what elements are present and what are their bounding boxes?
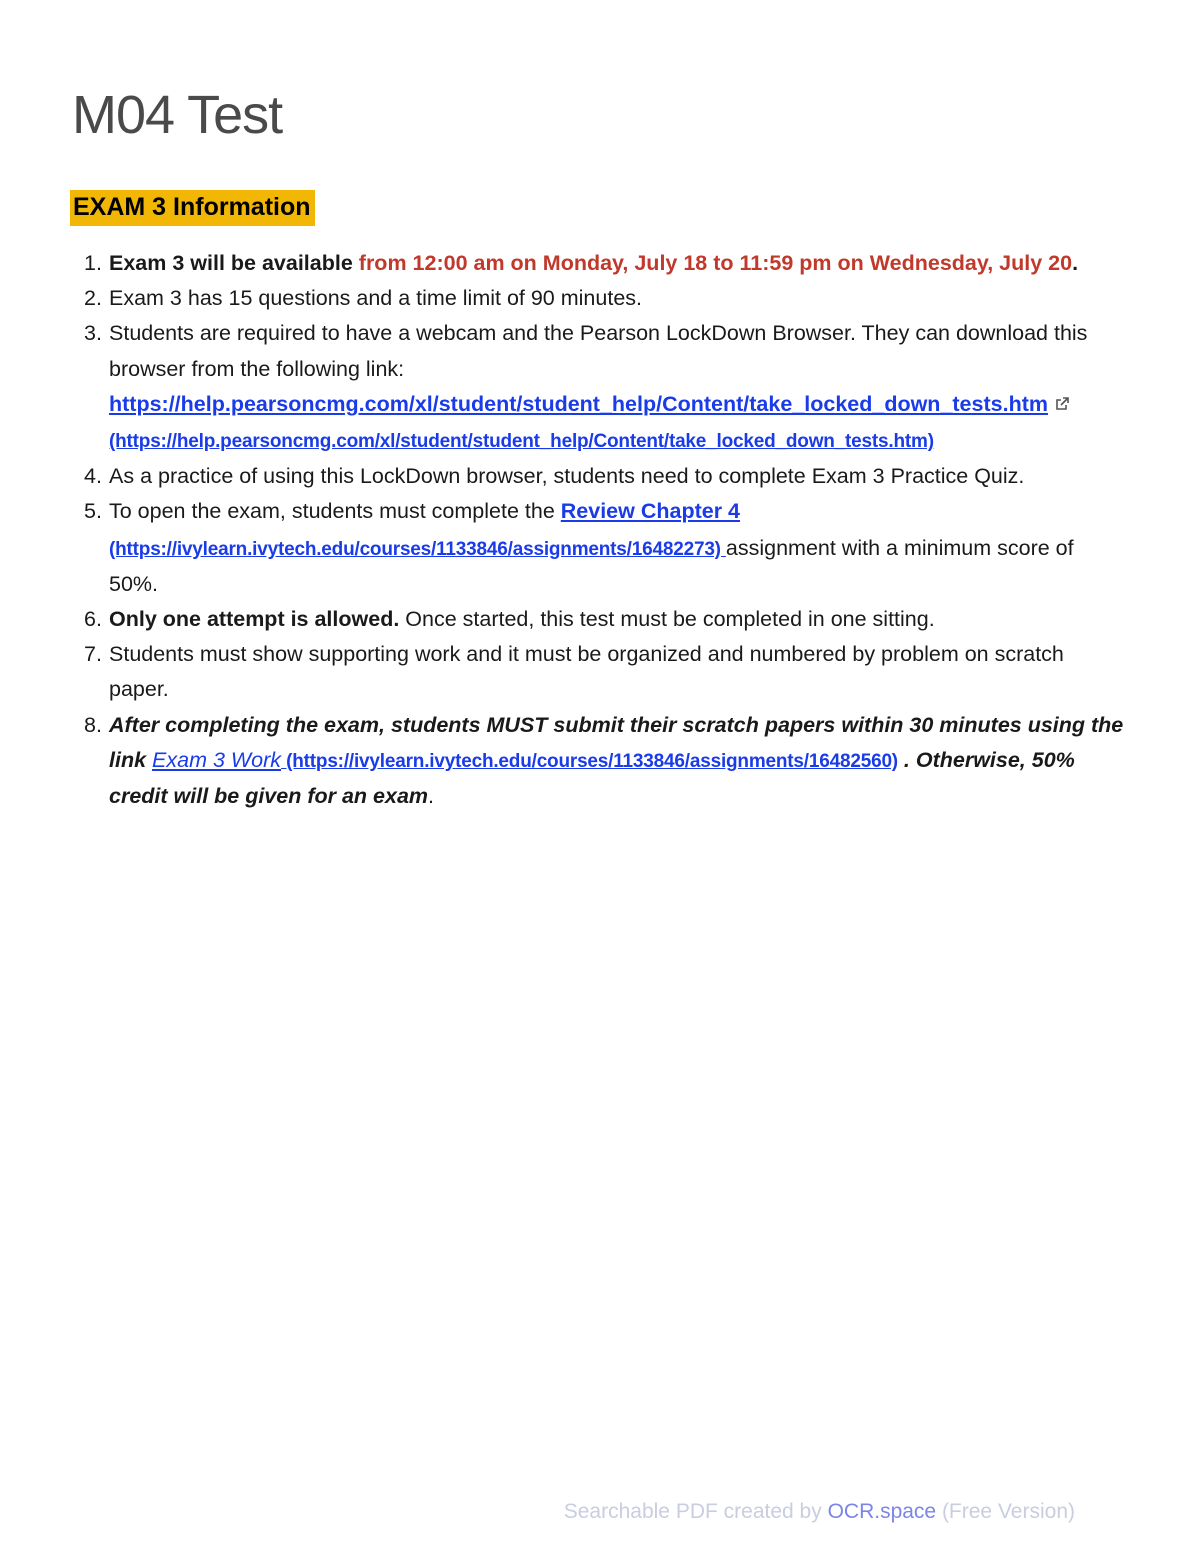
submission-instruction: After completing the exam, students MUST submit their scratch papers within 30 minutes using the link: [109, 712, 1124, 772]
review-chapter-4-link[interactable]: Review Chapter 4: [560, 499, 740, 524]
attempt-notice: Only one attempt is allowed.: [109, 607, 400, 632]
exam-info-list: [70, 246, 1125, 814]
ocr-watermark: [564, 1500, 1075, 1524]
item-text: As a practice of using this LockDown browser, students need to complete Exam 3 Practice Quiz.: [109, 464, 1025, 489]
lockdown-browser-link[interactable]: https://help.pearsoncmg.com/xl/student/student_help/Content/take_locked_down_tests.htm: [109, 391, 1048, 416]
list-item: [70, 246, 1125, 281]
credit-warning: . Otherwise, 50% credit will be given for an exam: [109, 747, 1075, 809]
exam-3-work-url[interactable]: (https://ivylearn.ivytech.edu/courses/1133846/assignments/16482560): [281, 750, 898, 772]
review-chapter-4-url[interactable]: (https://ivylearn.ivytech.edu/courses/1133846/assignments/16482273): [109, 538, 726, 560]
item-text: To open the exam, students must complete the: [109, 499, 561, 524]
availability-dates: from 12:00 am on Monday, July 18 to 11:59 pm on Wednesday, July 20: [358, 251, 1073, 275]
list-number: 3.: [84, 321, 102, 346]
list-item: [70, 494, 1125, 602]
availability-label: Exam 3 will be available: [109, 251, 359, 275]
list-item: [70, 281, 1125, 316]
external-link-icon[interactable]: [1054, 388, 1074, 423]
watermark-brand: OCR.space: [827, 1500, 937, 1523]
list-number: 1.: [84, 251, 102, 275]
item-text: Exam 3 has 15 questions and a time limit of 90 minutes.: [109, 286, 642, 311]
list-item: [70, 316, 1125, 459]
list-number: 4.: [84, 464, 102, 489]
list-item: [70, 637, 1125, 707]
list-item: [70, 459, 1125, 494]
page-title: M04 Test: [72, 85, 283, 145]
item-text: Once started, this test must be completed in one sitting.: [399, 607, 935, 632]
punctuation: .: [1072, 251, 1079, 275]
item-text: assignment with a minimum score of 50%.: [109, 535, 1074, 596]
punctuation: .: [428, 784, 434, 809]
list-number: 5.: [84, 499, 102, 524]
item-text: Students are required to have a webcam and the Pearson LockDown Browser. They can download this browser from the following link:: [109, 321, 1088, 381]
watermark-suffix: (Free Version): [936, 1500, 1075, 1523]
list-number: 7.: [84, 642, 102, 667]
section-heading: EXAM 3 Information: [70, 190, 315, 226]
list-number: 2.: [84, 286, 102, 311]
exam-3-work-link[interactable]: Exam 3 Work: [152, 747, 282, 772]
item-text: Students must show supporting work and it must be organized and numbered by problem on scratch paper.: [109, 642, 1064, 702]
lockdown-browser-url[interactable]: (https://help.pearsoncmg.com/xl/student/student_help/Content/take_locked_down_tests.htm): [109, 431, 934, 453]
watermark-prefix: Searchable PDF created by: [563, 1500, 828, 1523]
list-number: 6.: [84, 607, 102, 632]
list-number: 8.: [84, 712, 102, 737]
list-item: [70, 708, 1125, 815]
list-item: [70, 602, 1125, 637]
